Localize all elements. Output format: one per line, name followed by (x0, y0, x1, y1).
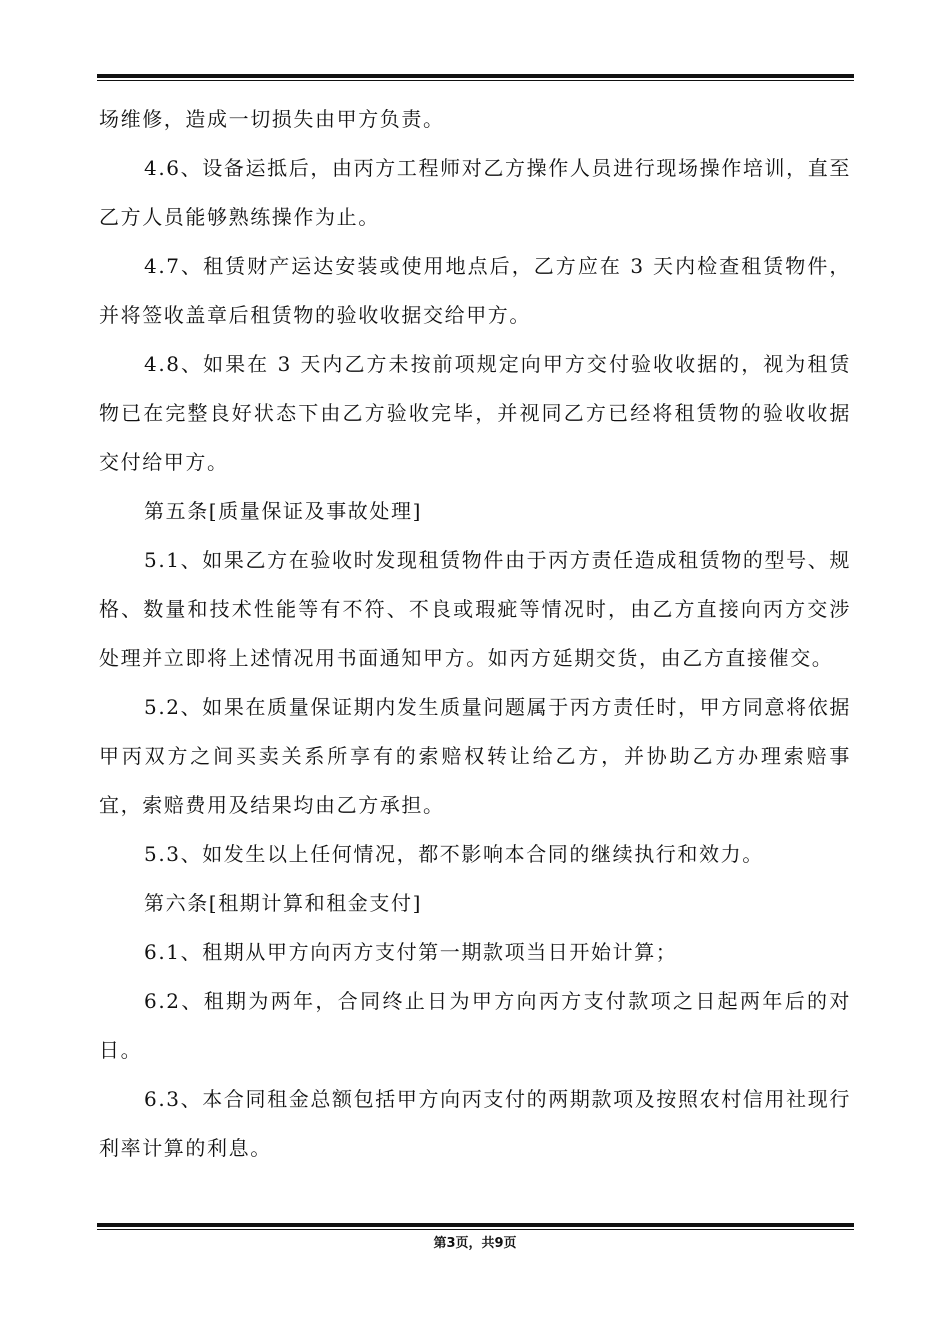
clause-5-2: 5.2、如果在质量保证期内发生质量问题属于丙方责任时，甲方同意将依据甲丙双方之间买卖关系所享有的索赔权转让给乙方，并协助乙方办理索赔事宜，索赔费用及结果均由乙方承担。 (99, 695, 851, 817)
clause-4-8: 4.8、如果在 3 天内乙方未按前项规定向甲方交付验收收据的，视为租赁物已在完整良好状态下由乙方验收完毕，并视同乙方已经将租赁物的验收收据交付给甲方。 (99, 352, 851, 474)
clause-6-1: 6.1、租期从甲方向丙方支付第一期款项当日开始计算； (144, 940, 678, 964)
clause-5-1: 5.1、如果乙方在验收时发现租赁物件由于丙方责任造成租赁物的型号、规格、数量和技术性能等有不符、不良或瑕疵等情况时，由乙方直接向丙方交涉处理并立即将上述情况用书面通知甲方。如丙方延期交货，由乙方直接催交。 (99, 548, 851, 670)
footer-rule (97, 1223, 854, 1230)
document-body (99, 95, 851, 1173)
paragraph-continuation: 场维修，造成一切损失由甲方负责。 (99, 107, 445, 131)
clause-6-2: 6.2、租期为两年，合同终止日为甲方向丙方支付款项之日起两年后的对日。 (99, 989, 851, 1062)
article-5-heading: 第五条[质量保证及事故处理] (144, 499, 423, 523)
clause-4-7: 4.7、租赁财产运达安装或使用地点后，乙方应在 3 天内检查租赁物件，并将签收盖章后租赁物的验收收据交给甲方。 (99, 254, 851, 327)
clause-6-3: 6.3、本合同租金总额包括甲方向丙支付的两期款项及按照农村信用社现行利率计算的利息。 (99, 1087, 851, 1160)
header-rule (97, 74, 854, 81)
article-6-heading: 第六条[租期计算和租金支付] (144, 891, 423, 915)
page-number: 第3页，共9页 (433, 1236, 517, 1251)
clause-4-6: 4.6、设备运抵后，由丙方工程师对乙方操作人员进行现场操作培训，直至乙方人员能够熟练操作为止。 (99, 156, 851, 229)
clause-5-3: 5.3、如发生以上任何情况，都不影响本合同的继续执行和效力。 (144, 842, 764, 866)
